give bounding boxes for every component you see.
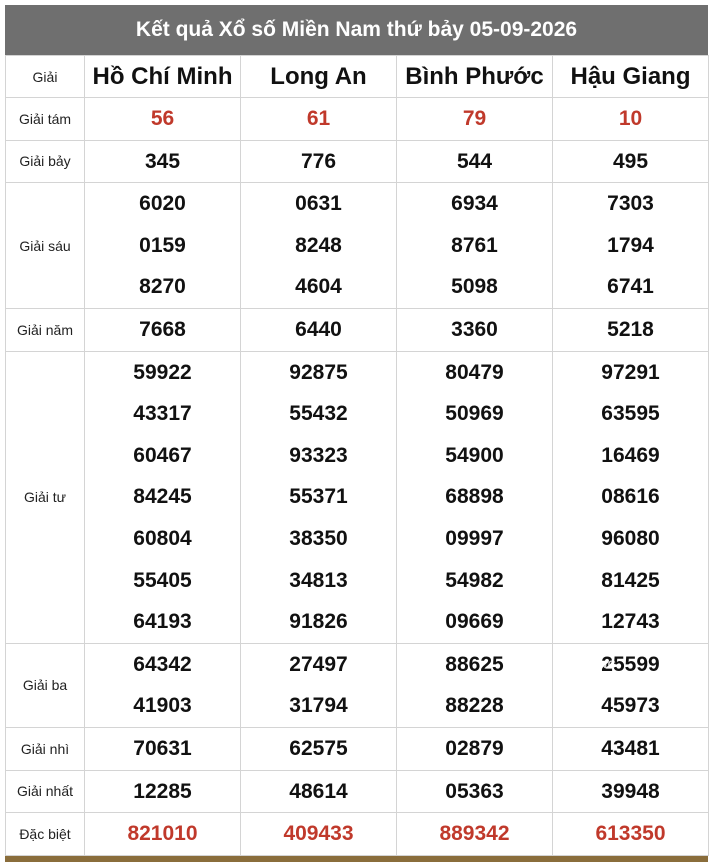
result-number: 09669 — [445, 610, 504, 634]
result-number: 91826 — [289, 610, 348, 634]
result-number: 27497 — [289, 652, 348, 676]
results-container — [5, 5, 708, 862]
prize-row — [6, 770, 709, 813]
prize-label: Giải ba — [6, 643, 85, 727]
result-number: 7303 — [607, 192, 654, 216]
result-number: 4604 — [295, 275, 342, 299]
result-number: 544 — [456, 149, 493, 173]
result-cell — [241, 183, 397, 309]
result-cell — [553, 140, 709, 183]
result-cell — [241, 770, 397, 813]
prize-label: Giải năm — [6, 308, 85, 351]
page-title: Kết quả Xổ số Miền Nam thứ bảy 05-09-2026 — [5, 5, 708, 55]
result-number: 50969 — [445, 402, 504, 426]
province-header: Hậu Giang — [553, 56, 709, 98]
result-number: 88625 — [445, 652, 504, 676]
result-cell — [397, 98, 553, 141]
result-number: 6741 — [607, 275, 654, 299]
result-cell — [85, 183, 241, 309]
result-number: 1794 — [607, 233, 654, 257]
result-number: 6440 — [295, 317, 342, 341]
result-cell — [85, 351, 241, 643]
result-number: 345 — [144, 149, 181, 173]
result-number: 61 — [306, 107, 331, 130]
result-number: 776 — [300, 149, 337, 173]
result-number: 60804 — [133, 526, 192, 550]
result-number: 0159 — [139, 233, 186, 257]
result-number: 3360 — [451, 317, 498, 341]
prize-label: Giải sáu — [6, 183, 85, 309]
watermark-site: laodong.vn — [567, 673, 603, 680]
result-number: 5098 — [451, 275, 498, 299]
result-number: 41903 — [133, 694, 192, 718]
result-number: 7668 — [139, 317, 186, 341]
result-cell — [397, 643, 553, 727]
result-cell — [553, 308, 709, 351]
result-number: 08616 — [601, 485, 660, 509]
result-number: 59922 — [133, 360, 192, 384]
result-number: 56 — [150, 107, 175, 130]
result-cell — [553, 770, 709, 813]
result-number: 16469 — [601, 443, 660, 467]
result-cell — [85, 643, 241, 727]
result-number: 60467 — [133, 443, 192, 467]
laodong-watermark — [549, 654, 621, 684]
result-number: 821010 — [127, 822, 198, 846]
prize-label: Giải nhất — [6, 770, 85, 813]
result-number: 8248 — [295, 233, 342, 257]
result-number: 45973 — [601, 694, 660, 718]
result-number: 43317 — [133, 402, 192, 426]
result-number: 84245 — [133, 485, 192, 509]
prize-row — [6, 98, 709, 141]
result-number: 54982 — [445, 568, 504, 592]
prize-row — [6, 308, 709, 351]
result-number: 8761 — [451, 233, 498, 257]
prize-row — [6, 183, 709, 309]
prize-row — [6, 813, 709, 856]
result-number: 64342 — [133, 652, 192, 676]
result-number: 38350 — [289, 526, 348, 550]
result-number: 93323 — [289, 443, 348, 467]
result-cell — [397, 140, 553, 183]
result-number: 96080 — [601, 526, 660, 550]
result-number: 34813 — [289, 568, 348, 592]
bottom-divider — [5, 856, 708, 862]
result-number: 6020 — [139, 192, 186, 216]
result-number: 88228 — [445, 694, 504, 718]
result-cell — [397, 813, 553, 856]
result-cell — [85, 98, 241, 141]
result-cell — [553, 351, 709, 643]
result-number: 62575 — [289, 736, 348, 760]
result-number: 889342 — [439, 822, 510, 846]
result-cell — [85, 813, 241, 856]
result-cell — [397, 727, 553, 770]
result-number: 12285 — [133, 779, 192, 803]
result-number: 05363 — [445, 779, 504, 803]
result-number: 09997 — [445, 526, 504, 550]
result-number: 613350 — [595, 822, 666, 846]
result-number: 31794 — [289, 694, 348, 718]
prize-label: Đặc biệt — [6, 813, 85, 856]
result-number: 68898 — [445, 485, 504, 509]
result-cell — [241, 351, 397, 643]
province-header: Bình Phước — [397, 56, 553, 98]
result-cell — [397, 183, 553, 309]
result-number: 55405 — [133, 568, 192, 592]
result-cell — [85, 308, 241, 351]
result-cell — [553, 727, 709, 770]
result-number: 02879 — [445, 736, 504, 760]
result-cell — [241, 643, 397, 727]
prize-label: Giải tư — [6, 351, 85, 643]
result-number: 70631 — [133, 736, 192, 760]
result-cell — [241, 813, 397, 856]
province-header: Long An — [241, 56, 397, 98]
result-number: 409433 — [283, 822, 354, 846]
result-cell — [553, 183, 709, 309]
result-number: 25599 — [601, 652, 660, 676]
result-cell — [397, 308, 553, 351]
result-number: 81425 — [601, 568, 660, 592]
result-number: 48614 — [289, 779, 348, 803]
result-cell — [553, 98, 709, 141]
table-header-row — [6, 56, 709, 98]
result-cell — [85, 140, 241, 183]
result-cell — [241, 727, 397, 770]
result-number: 64193 — [133, 610, 192, 634]
result-number: 8270 — [139, 275, 186, 299]
result-cell — [241, 98, 397, 141]
result-number: 12743 — [601, 610, 660, 634]
result-cell — [85, 770, 241, 813]
result-cell — [397, 351, 553, 643]
watermark-logo: LAO ĐỘNG — [553, 659, 617, 671]
prize-label: Giải bảy — [6, 140, 85, 183]
result-cell — [397, 770, 553, 813]
result-number: 97291 — [601, 360, 660, 384]
prize-label: Giải nhì — [6, 727, 85, 770]
prize-row — [6, 140, 709, 183]
result-number: 10 — [618, 107, 643, 130]
prize-row — [6, 351, 709, 643]
result-number: 54900 — [445, 443, 504, 467]
result-cell — [241, 308, 397, 351]
result-number: 0631 — [295, 192, 342, 216]
prize-column-header: Giải — [6, 56, 85, 98]
prize-row — [6, 727, 709, 770]
result-number: 92875 — [289, 360, 348, 384]
result-number: 5218 — [607, 317, 654, 341]
prize-label: Giải tám — [6, 98, 85, 141]
result-number: 79 — [462, 107, 487, 130]
results-table — [5, 55, 709, 856]
result-number: 495 — [612, 149, 649, 173]
result-cell — [85, 727, 241, 770]
result-number: 63595 — [601, 402, 660, 426]
result-number: 39948 — [601, 779, 660, 803]
province-header: Hồ Chí Minh — [85, 56, 241, 98]
result-cell — [553, 813, 709, 856]
result-number: 80479 — [445, 360, 504, 384]
result-number: 43481 — [601, 736, 660, 760]
result-number: 55432 — [289, 402, 348, 426]
result-number: 55371 — [289, 485, 348, 509]
result-number: 6934 — [451, 192, 498, 216]
result-cell — [241, 140, 397, 183]
